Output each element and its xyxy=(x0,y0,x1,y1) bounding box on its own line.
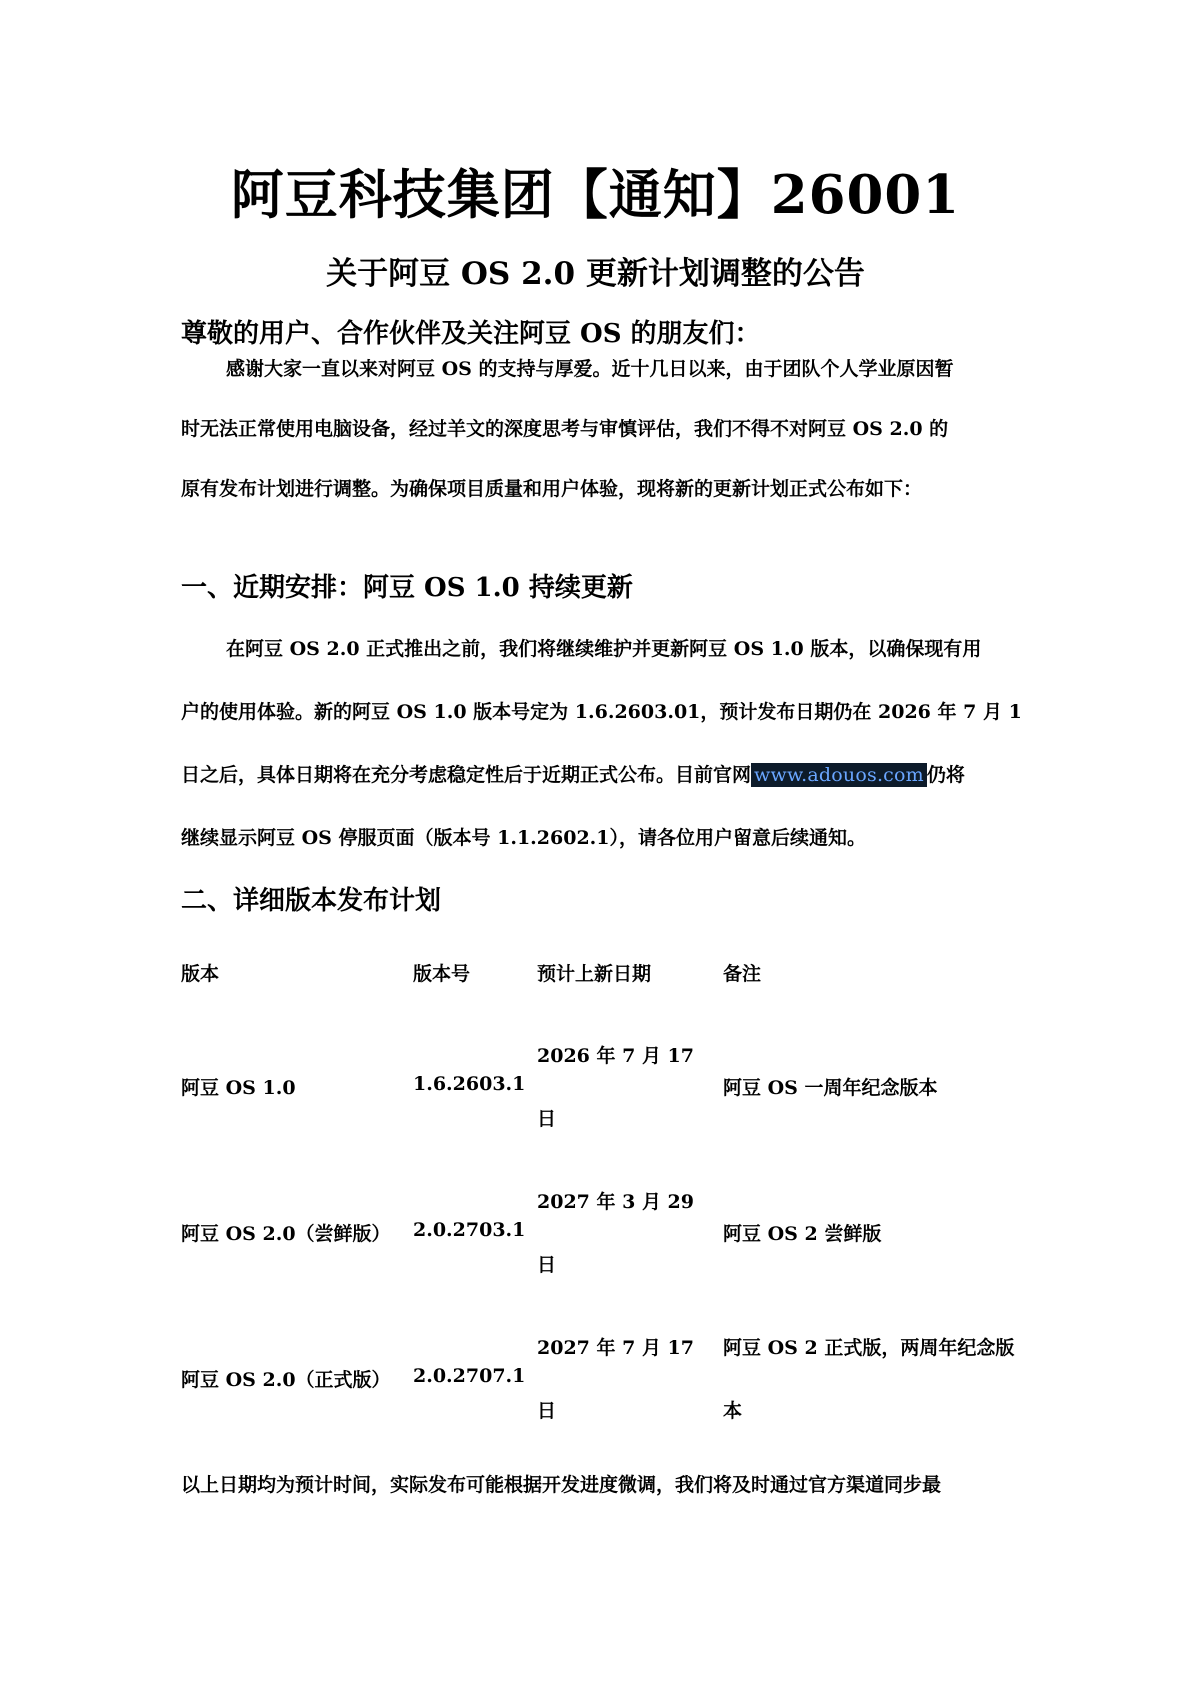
salutation: 尊敬的用户、合作伙伴及关注阿豆 OS 的朋友们： xyxy=(181,319,761,349)
section-1-line-3 xyxy=(181,760,965,787)
row-3-version-number: 2.0.2707.1 xyxy=(413,1365,526,1387)
row-2-note: 阿豆 OS 2 尝鲜版 xyxy=(723,1223,882,1245)
section-1-line-3-tail: 仍将 xyxy=(926,764,965,786)
section-1-line-1: 在阿豆 OS 2.0 正式推出之前，我们将继续维护并更新阿豆 OS 1.0 版本，以确保现有用 xyxy=(226,638,982,660)
row-2-date: 2027 年 3 月 29 xyxy=(537,1191,695,1213)
row-3-date-suffix: 日 xyxy=(537,1400,557,1422)
row-1-version-number: 1.6.2603.1 xyxy=(413,1073,526,1095)
row-3-note-continued: 本 xyxy=(723,1400,743,1422)
official-website-link[interactable]: www.adouos.com xyxy=(751,763,927,787)
column-header-release-date: 预计上新日期 xyxy=(537,963,652,985)
intro-line-3: 原有发布计划进行调整。为确保项目质量和用户体验，现将新的更新计划正式公布如下： xyxy=(181,478,923,500)
footer-note-line: 以上日期均为预计时间，实际发布可能根据开发进度微调，我们将及时通过官方渠道同步最 xyxy=(181,1474,942,1496)
row-1-note: 阿豆 OS 一周年纪念版本 xyxy=(723,1077,938,1099)
page-subtitle: 关于阿豆 OS 2.0 更新计划调整的公告 xyxy=(326,256,865,292)
row-1-date-suffix: 日 xyxy=(537,1108,557,1130)
row-3-version: 阿豆 OS 2.0（正式版） xyxy=(181,1369,391,1391)
page-title: 阿豆科技集团【通知】26001 xyxy=(230,164,961,226)
section-1-line-4: 继续显示阿豆 OS 停服页面（版本号 1.1.2602.1），请各位用户留意后续通知。 xyxy=(181,827,867,849)
row-1-version: 阿豆 OS 1.0 xyxy=(181,1077,296,1099)
column-header-version: 版本 xyxy=(181,963,220,985)
intro-line-2: 时无法正常使用电脑设备，经过羊文的深度思考与审慎评估，我们不得不对阿豆 OS 2.0 的 xyxy=(181,418,949,440)
row-2-date-suffix: 日 xyxy=(537,1254,557,1276)
column-header-version-number: 版本号 xyxy=(413,963,471,985)
section-1-heading: 一、近期安排：阿豆 OS 1.0 持续更新 xyxy=(181,573,633,603)
row-3-date: 2027 年 7 月 17 xyxy=(537,1337,695,1359)
section-1-line-2: 户的使用体验。新的阿豆 OS 1.0 版本号定为 1.6.2603.01，预计发布日期仍在 2026 年 7 月 1 xyxy=(181,701,1022,723)
row-3-note: 阿豆 OS 2 正式版，两周年纪念版 xyxy=(723,1337,1015,1359)
section-1-line-3-text: 日之后，具体日期将在充分考虑稳定性后于近期正式公布。目前官网 xyxy=(181,764,752,786)
row-2-version: 阿豆 OS 2.0（尝鲜版） xyxy=(181,1223,391,1245)
section-2-heading: 二、详细版本发布计划 xyxy=(181,886,442,916)
row-2-version-number: 2.0.2703.1 xyxy=(413,1219,526,1241)
column-header-note: 备注 xyxy=(723,963,762,985)
row-1-date: 2026 年 7 月 17 xyxy=(537,1045,695,1067)
intro-line-1: 感谢大家一直以来对阿豆 OS 的支持与厚爱。近十几日以来，由于团队个人学业原因暂 xyxy=(226,358,954,380)
